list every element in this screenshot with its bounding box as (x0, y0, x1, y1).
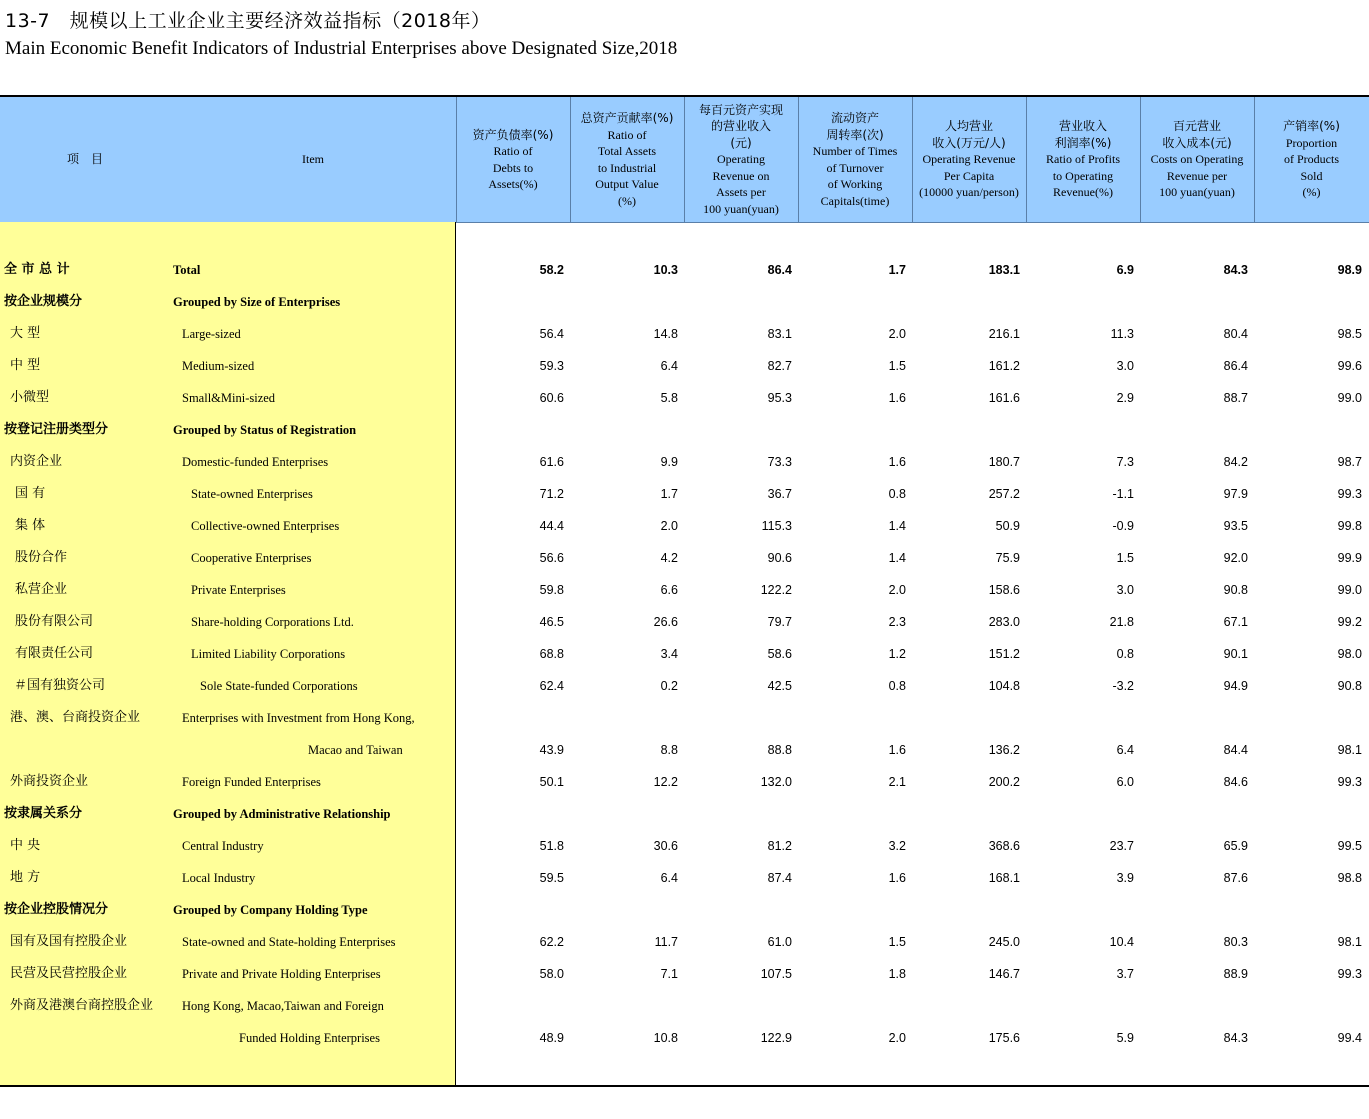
row-value: 3.7 (1116, 967, 1134, 981)
row-value: 1.5 (888, 935, 906, 949)
row-value: 82.7 (767, 359, 792, 373)
header-col-cn-text: 资产负债率(%) (472, 127, 554, 142)
row-label-cn: 中 央 (10, 838, 41, 853)
header-item-cn: 项 目 (66, 152, 103, 167)
row-value: 14.8 (653, 327, 678, 341)
row-value: 99.3 (1337, 967, 1362, 981)
table-row (0, 291, 1369, 313)
table-row (0, 707, 1369, 729)
table-row (0, 739, 1369, 761)
row-label-en: Medium-sized (182, 359, 255, 373)
row-value: 6.0 (1116, 775, 1134, 789)
row-label-en: Central Industry (182, 839, 264, 853)
table-row (0, 867, 1369, 889)
header-col-en-text: to Industrial (597, 160, 657, 175)
row-value: 8.8 (660, 743, 678, 757)
row-value: 58.2 (539, 263, 564, 277)
header-col-cn-text: 百元营业 (1172, 119, 1221, 134)
row-value: 80.4 (1223, 327, 1248, 341)
row-value: 6.4 (1116, 743, 1134, 757)
row-value: 42.5 (767, 679, 792, 693)
row-label-en: Total (173, 263, 201, 277)
row-value: 90.8 (1223, 583, 1248, 597)
header-col-en-text: Operating (717, 152, 765, 167)
header-col-en-text: 100 yuan(yuan) (703, 201, 779, 216)
row-label-cn: 按隶属关系分 (4, 806, 83, 821)
row-value: 48.9 (539, 1031, 564, 1045)
row-value: 2.1 (888, 775, 906, 789)
row-label-en: Private Enterprises (191, 583, 286, 597)
header-item-en: Item (302, 152, 324, 167)
row-value: 98.1 (1337, 743, 1362, 757)
row-value: 99.0 (1337, 391, 1362, 405)
row-value: 132.0 (760, 775, 792, 789)
row-value: 50.9 (995, 519, 1020, 533)
table-row (0, 803, 1369, 825)
row-value: 90.1 (1223, 647, 1248, 661)
table-row (0, 611, 1369, 633)
row-value: 23.7 (1109, 839, 1134, 853)
header-separator (570, 97, 571, 222)
row-value: 257.2 (988, 487, 1020, 501)
row-label-cn: 按企业规模分 (4, 294, 83, 309)
header-col-cn-text: 每百元资产实现 (698, 102, 783, 117)
row-value: 97.9 (1223, 487, 1248, 501)
row-value: 158.6 (988, 583, 1020, 597)
row-value: 88.7 (1223, 391, 1248, 405)
row-label-en: Funded Holding Enterprises (239, 1031, 380, 1045)
row-label-cn: 大 型 (10, 326, 41, 341)
table-row (0, 355, 1369, 377)
row-value: 0.8 (888, 679, 906, 693)
row-label-en: Domestic-funded Enterprises (182, 455, 329, 469)
row-value: 21.8 (1109, 615, 1134, 629)
row-value: 168.1 (988, 871, 1020, 885)
row-label-en: Small&Mini-sized (182, 391, 276, 405)
row-value: 68.8 (539, 647, 564, 661)
row-value: 1.8 (888, 967, 906, 981)
row-value: 1.5 (888, 359, 906, 373)
header-separator (798, 97, 799, 222)
header-col-en-text: Sold (1300, 168, 1323, 183)
row-value: 99.6 (1337, 359, 1362, 373)
row-value: 99.3 (1337, 775, 1362, 789)
row-value: 6.4 (660, 359, 678, 373)
row-value: 4.2 (660, 551, 678, 565)
row-label-en: Collective-owned Enterprises (191, 519, 340, 533)
header-col-cn-text: (元) (730, 135, 752, 150)
row-value: 90.6 (767, 551, 792, 565)
table-row (0, 323, 1369, 345)
row-value: 99.8 (1337, 519, 1362, 533)
row-value: 71.2 (539, 487, 564, 501)
row-value: 1.6 (888, 455, 906, 469)
row-label-cn: 地 方 (10, 870, 41, 885)
row-value: 10.3 (653, 263, 678, 277)
row-value: 99.4 (1337, 1031, 1362, 1045)
row-label-en: Cooperative Enterprises (191, 551, 312, 565)
row-value: 3.9 (1116, 871, 1134, 885)
header-col-en-text: Number of Times (812, 144, 898, 158)
row-value: 88.8 (767, 743, 792, 757)
row-value: 2.0 (888, 327, 906, 341)
row-value: 59.8 (539, 583, 564, 597)
row-value: 98.8 (1337, 871, 1362, 885)
row-value: 62.4 (539, 679, 564, 693)
row-value: 84.3 (1223, 1031, 1248, 1045)
row-value: 99.3 (1337, 487, 1362, 501)
row-value: -1.1 (1112, 487, 1134, 501)
row-value: 84.4 (1223, 743, 1248, 757)
row-label-en: Share-holding Corporations Ltd. (191, 615, 354, 629)
row-value: 2.3 (888, 615, 906, 629)
header-col-en-text: Debts to (492, 160, 534, 175)
header-col-en-text: (%) (1302, 185, 1321, 200)
row-value: 2.0 (888, 1031, 906, 1045)
row-value: 2.0 (660, 519, 678, 533)
row-label-cn: 中 型 (10, 358, 41, 373)
row-label-en: Enterprises with Investment from Hong Kong, (182, 711, 415, 725)
row-value: 6.9 (1116, 263, 1134, 277)
table-row (0, 835, 1369, 857)
row-value: 98.7 (1337, 455, 1362, 469)
header-col-cn-text: 流动资产 (830, 111, 879, 125)
row-value: 62.2 (539, 935, 564, 949)
row-label-cn: 股份有限公司 (15, 614, 94, 629)
row-value: 99.5 (1337, 839, 1362, 853)
row-value: 10.8 (653, 1031, 678, 1045)
table-row (0, 931, 1369, 953)
row-label-en: Sole State-funded Corporations (200, 679, 358, 693)
table-row (0, 899, 1369, 921)
page-title-en: Main Economic Benefit Indicators of Industrial Enterprises above Designated Size,2018 (5, 38, 678, 59)
table-row (0, 579, 1369, 601)
row-value: 3.0 (1116, 359, 1134, 373)
table-row (0, 419, 1369, 441)
header-col-en-text: to Operating (1052, 168, 1114, 183)
row-value: 95.3 (767, 391, 792, 405)
row-value: 80.3 (1223, 935, 1248, 949)
row-value: 3.4 (660, 647, 678, 661)
header-col-cn-text: 周转率(次) (826, 127, 884, 142)
row-value: 98.0 (1337, 647, 1362, 661)
row-value: 43.9 (539, 743, 564, 757)
header-separator (684, 97, 685, 222)
header-col-en-text: Per Capita (943, 168, 995, 183)
row-value: 98.9 (1337, 263, 1362, 277)
row-value: 87.4 (767, 871, 792, 885)
row-value: 46.5 (539, 615, 564, 629)
row-label-en: Local Industry (182, 871, 256, 885)
row-value: 9.9 (660, 455, 678, 469)
row-value: -0.9 (1112, 519, 1134, 533)
row-value: 7.1 (660, 967, 678, 981)
row-value: 1.6 (888, 871, 906, 885)
header-separator (1026, 97, 1027, 222)
header-col-cn-text: 的营业收入 (710, 119, 771, 134)
row-value: 11.7 (654, 935, 678, 949)
row-value: 61.6 (539, 455, 564, 469)
row-value: 107.5 (760, 967, 792, 981)
row-value: 6.6 (660, 583, 678, 597)
row-label-cn: ＃国有独资公司 (14, 678, 106, 693)
row-value: 93.5 (1223, 519, 1248, 533)
table-row (0, 515, 1369, 537)
row-value: 368.6 (988, 839, 1020, 853)
row-value: 1.7 (888, 263, 906, 277)
header-col-en-text: Revenue per (1166, 168, 1228, 183)
row-value: 56.6 (539, 551, 564, 565)
row-label-en: Grouped by Size of Enterprises (173, 295, 341, 309)
row-value: 94.9 (1223, 679, 1248, 693)
row-value: 5.9 (1116, 1031, 1134, 1045)
header-col-en-text: Proportion (1285, 135, 1338, 150)
row-value: 60.6 (539, 391, 564, 405)
row-value: 51.8 (539, 839, 564, 853)
row-value: 99.9 (1337, 551, 1362, 565)
row-value: 56.4 (539, 327, 564, 341)
row-label-en: State-owned Enterprises (191, 487, 313, 501)
row-value: 283.0 (988, 615, 1020, 629)
header-col-en-text: Assets per (716, 185, 766, 200)
header-col-4 (798, 97, 912, 222)
table-row (0, 451, 1369, 473)
row-value: 84.6 (1223, 775, 1248, 789)
row-value: 30.6 (653, 839, 678, 853)
row-value: 3.2 (888, 839, 906, 853)
header-col-cn-text: 收入成本(元) (1162, 135, 1232, 150)
row-value: 245.0 (988, 935, 1020, 949)
row-value: 10.4 (1109, 935, 1134, 949)
row-label-en: Hong Kong, Macao,Taiwan and Foreign (182, 999, 384, 1013)
row-value: 0.8 (888, 487, 906, 501)
row-value: 104.8 (988, 679, 1020, 693)
header-col-5 (912, 97, 1026, 222)
header-col-en-text: of Turnover (826, 160, 884, 175)
row-value: 84.3 (1223, 263, 1248, 277)
row-value: 65.9 (1223, 839, 1248, 853)
row-label-en: Macao and Taiwan (308, 743, 403, 757)
row-label-cn: 国有及国有控股企业 (10, 934, 128, 949)
row-value: 86.4 (767, 263, 792, 277)
row-value: 1.6 (888, 391, 906, 405)
header-col-en-text: of Products (1284, 152, 1339, 167)
row-value: 6.4 (660, 871, 678, 885)
row-label-en: Private and Private Holding Enterprises (182, 967, 381, 981)
page-title-cn: 13-7 规模以上工业企业主要经济效益指标（2018年） (5, 10, 491, 32)
header-col-cn-text: 总资产贡献率(%) (580, 111, 674, 125)
row-label-en: Limited Liability Corporations (191, 647, 346, 661)
header-col-2 (570, 97, 684, 222)
header-col-en-text: 100 yuan(yuan) (1159, 185, 1235, 200)
row-value: 161.2 (988, 359, 1020, 373)
header-col-en-text: (10000 yuan/person) (919, 185, 1019, 200)
row-label-en: Grouped by Status of Registration (173, 423, 357, 437)
header-col-3 (684, 97, 798, 222)
row-label-cn: 股份合作 (15, 550, 68, 565)
row-value: 1.4 (888, 551, 906, 565)
row-value: 7.3 (1116, 455, 1134, 469)
row-value: 44.4 (539, 519, 564, 533)
table-row (0, 995, 1369, 1017)
row-value: 84.2 (1223, 455, 1248, 469)
row-label-cn: 小微型 (10, 390, 50, 405)
row-label-en: Large-sized (182, 327, 241, 341)
header-col-en-text: of Working (827, 177, 883, 191)
row-label-en: Foreign Funded Enterprises (182, 775, 321, 789)
row-value: 146.7 (988, 967, 1020, 981)
table-row (0, 387, 1369, 409)
row-value: 0.2 (660, 679, 678, 693)
header-col-en-text: Costs on Operating (1150, 152, 1244, 167)
row-value: 36.7 (767, 487, 792, 501)
row-value: 79.7 (767, 615, 792, 629)
row-value: 1.2 (888, 647, 906, 661)
row-label-cn: 港、澳、台商投资企业 (10, 710, 141, 725)
header-col-en-text: Assets(%) (488, 177, 538, 191)
header-col-en-text: Ratio of (493, 144, 533, 158)
row-value: 1.5 (1116, 551, 1134, 565)
header-col-en-text: Ratio of Profits (1046, 152, 1120, 167)
table-row (0, 547, 1369, 569)
header-col-en-text: Operating Revenue (922, 152, 1016, 167)
row-value: 59.5 (539, 871, 564, 885)
row-value: 75.9 (995, 551, 1020, 565)
row-value: 2.9 (1116, 391, 1134, 405)
row-value: 26.6 (653, 615, 678, 629)
row-value: 88.9 (1223, 967, 1248, 981)
header-col-1 (456, 97, 570, 222)
row-value: 58.0 (539, 967, 564, 981)
header-col-en-text: Total Assets (597, 144, 657, 158)
header-col-7 (1140, 97, 1254, 222)
header-col-en-text: Output Value (595, 177, 659, 191)
row-value: 0.8 (1116, 647, 1134, 661)
row-value: 216.1 (988, 327, 1020, 341)
row-value: 136.2 (988, 743, 1020, 757)
row-value: 83.1 (767, 327, 792, 341)
row-value: 11.3 (1110, 327, 1134, 341)
row-value: 122.2 (760, 583, 792, 597)
header-col-6 (1026, 97, 1140, 222)
row-label-cn: 私营企业 (15, 582, 68, 597)
row-value: 90.8 (1337, 679, 1362, 693)
header-col-en-text: (%) (618, 193, 636, 208)
row-value: 151.2 (988, 647, 1020, 661)
row-value: 1.7 (660, 487, 678, 501)
row-label-cn: 按登记注册类型分 (4, 422, 109, 437)
header-col-en-text: Revenue on (712, 168, 770, 183)
table-row (0, 643, 1369, 665)
header-col-8 (1254, 97, 1369, 222)
header-col-en-text: Capitals(time) (820, 193, 890, 208)
row-label-cn: 外商及港澳台商控股企业 (10, 998, 154, 1013)
row-value: 87.6 (1223, 871, 1248, 885)
row-value: 73.3 (767, 455, 792, 469)
row-value: 1.4 (888, 519, 906, 533)
row-value: 92.0 (1223, 551, 1248, 565)
row-value: 98.5 (1337, 327, 1362, 341)
row-value: 99.0 (1337, 583, 1362, 597)
table-row (0, 483, 1369, 505)
row-value: 12.2 (653, 775, 678, 789)
header-separator (1140, 97, 1141, 222)
row-value: 86.4 (1223, 359, 1248, 373)
row-value: 3.0 (1116, 583, 1134, 597)
row-value: 161.6 (988, 391, 1020, 405)
row-label-cn: 内资企业 (10, 454, 63, 469)
table-row (0, 675, 1369, 697)
row-label-cn: 有限责任公司 (15, 646, 94, 661)
row-value: 115.3 (761, 519, 792, 533)
row-value: 1.6 (888, 743, 906, 757)
header-separator (1254, 97, 1255, 222)
row-value: 183.1 (988, 263, 1020, 277)
table-bottom-rule (0, 1085, 1369, 1087)
table-row (0, 963, 1369, 985)
table-row (0, 1027, 1369, 1049)
header-col-cn-text: 收入(万元/人) (932, 135, 1006, 150)
row-value: 61.0 (767, 935, 792, 949)
header-col-en-text: Ratio of (607, 127, 647, 142)
row-value: 200.2 (988, 775, 1020, 789)
table-row (0, 259, 1369, 281)
row-label-cn: 民营及民营控股企业 (10, 966, 128, 981)
row-value: 50.1 (539, 775, 564, 789)
row-value: 67.1 (1223, 615, 1248, 629)
row-value: 180.7 (988, 455, 1020, 469)
row-value: 122.9 (760, 1031, 792, 1045)
row-value: 59.3 (539, 359, 564, 373)
row-label-cn: 集 体 (15, 518, 46, 533)
header-col-cn-text: 产销率(%) (1283, 119, 1340, 134)
row-value: -3.2 (1112, 679, 1134, 693)
table-row (0, 771, 1369, 793)
header-col-cn-text: 人均营业 (944, 119, 993, 134)
row-value: 99.2 (1337, 615, 1362, 629)
row-value: 2.0 (888, 583, 906, 597)
row-value: 98.1 (1337, 935, 1362, 949)
row-value: 58.6 (767, 647, 792, 661)
row-label-cn: 按企业控股情况分 (4, 902, 109, 917)
header-separator (912, 97, 913, 222)
row-label-en: Grouped by Company Holding Type (173, 903, 368, 917)
header-col-cn-text: 营业收入 (1058, 119, 1107, 134)
row-value: 81.2 (767, 839, 792, 853)
row-label-en: Grouped by Administrative Relationship (173, 807, 391, 821)
row-label-cn: 外商投资企业 (10, 774, 89, 789)
row-value: 175.6 (988, 1031, 1020, 1045)
row-label-cn: 全 市 总 计 (4, 262, 70, 277)
header-separator (456, 97, 457, 222)
row-label-cn: 国 有 (15, 486, 46, 501)
header-col-en-text: Revenue(%) (1053, 185, 1113, 200)
row-value: 5.8 (660, 391, 678, 405)
row-label-en: State-owned and State-holding Enterprises (182, 935, 396, 949)
header-col-cn-text: 利润率(%) (1054, 135, 1112, 150)
